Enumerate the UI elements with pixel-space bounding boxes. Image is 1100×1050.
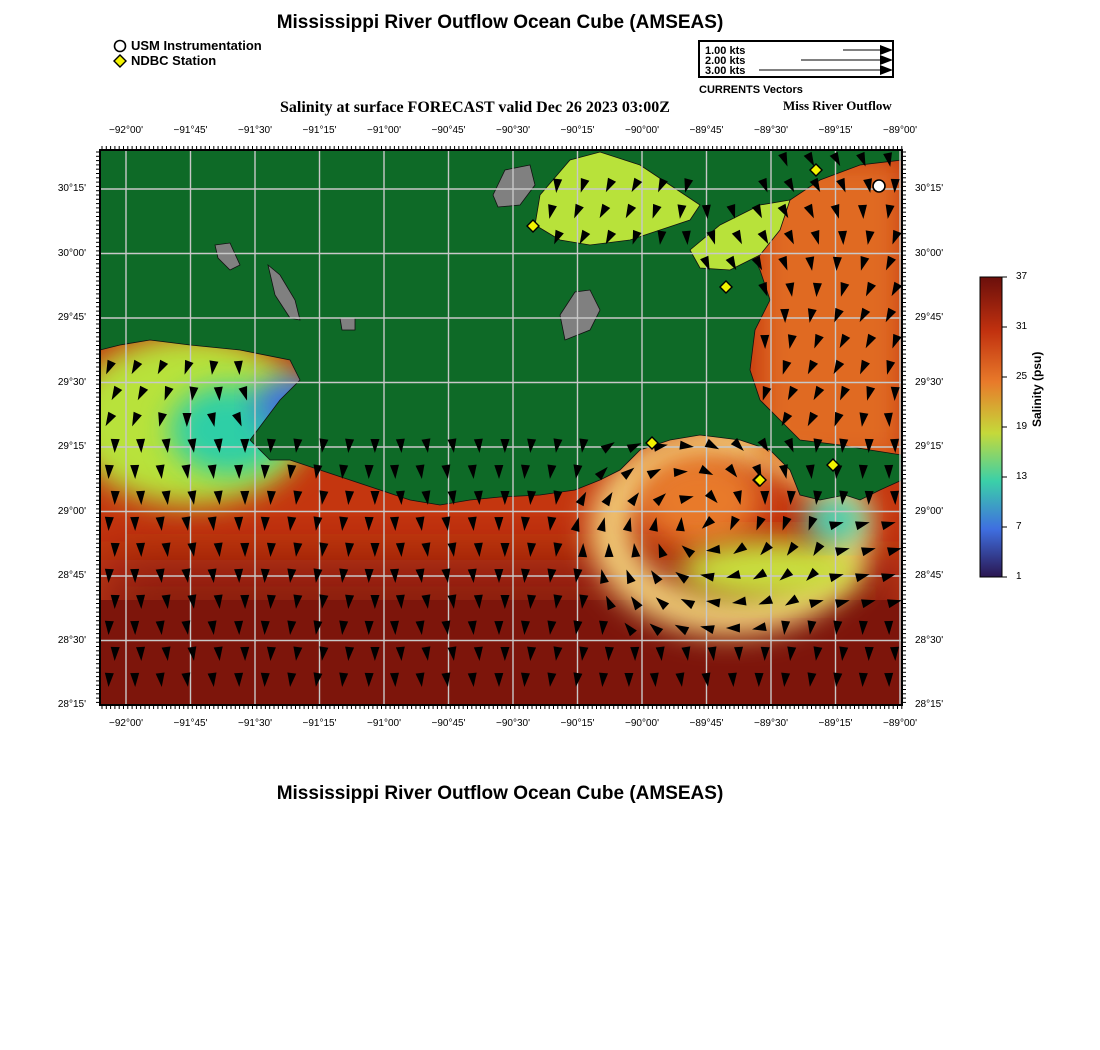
lat-tick-label: 29°00' [915,505,944,517]
lon-tick-label: −91°00' [367,125,401,136]
lon-tick-label: −89°45' [689,125,724,136]
lon-tick-label: −90°00' [625,718,659,729]
lon-tick-label: −90°45' [431,718,466,729]
lon-tick-label: −89°15' [818,125,853,136]
lat-tick-label: 29°30' [57,376,86,388]
colorbar-label: Salinity (psu) [1030,351,1044,427]
lon-tick-label: −89°00' [883,125,917,136]
lat-tick-label: 29°15' [57,441,86,452]
map-subtitle: Salinity at surface FORECAST valid Dec 26 2023 03:00Z [280,99,670,116]
legend-ndbc-label: NDBC Station [131,53,217,68]
lat-tick-label: 29°45' [915,312,944,323]
lon-tick-label: −90°30' [496,125,530,136]
lat-tick-label: 30°15' [57,183,86,194]
lat-tick-label: 30°15' [915,183,944,194]
lon-tick-label: −89°30' [754,718,788,729]
lat-tick-label: 29°15' [915,441,944,452]
lat-tick-label: 28°45' [57,570,86,581]
lon-tick-label: −91°15' [302,125,337,136]
lon-tick-label: −89°00' [883,718,917,729]
lon-tick-label: −91°00' [367,718,401,729]
vector-scale-1: 1.00 kts [705,45,746,57]
figure-title-repeat: Mississippi River Outflow Ocean Cube (AMSEAS) [276,783,724,804]
lon-tick-label: −90°15' [560,125,595,136]
colorbar-tick-label: 31 [1016,321,1028,332]
lake-palourde [340,318,355,330]
lat-tick-label: 29°45' [57,312,86,323]
usm-station-marker[interactable] [873,180,885,192]
lon-tick-label: −90°30' [496,718,530,729]
lon-tick-label: −90°15' [560,718,595,729]
lon-tick-label: −89°45' [689,718,724,729]
vector-caption: CURRENTS Vectors [699,84,803,96]
lat-tick-label: 28°30' [57,634,86,646]
colorbar-tick-label: 1 [1016,571,1022,582]
lat-tick-label: 28°15' [915,699,944,710]
lon-tick-label: −91°45' [173,718,208,729]
lat-tick-label: 29°30' [915,376,944,388]
lon-tick-label: −91°30' [238,125,272,136]
lat-tick-label: 29°00' [57,505,86,517]
colorbar-tick-label: 19 [1016,421,1028,432]
salinity-colorbar [975,273,1015,583]
colorbar-tick-label: 25 [1016,371,1028,382]
lon-tick-label: −90°00' [625,125,659,136]
lon-tick-label: −90°45' [431,125,466,136]
lat-tick-label: 28°45' [915,570,944,581]
colorbar-tick-label: 13 [1016,471,1028,482]
lat-tick-label: 28°15' [57,699,86,710]
vector-scale-2: 2.00 kts [705,55,746,67]
lat-tick-label: 30°00' [57,247,86,259]
lon-tick-label: −91°15' [302,718,337,729]
lon-tick-label: −92°00' [109,718,143,729]
colorbar-tick-label: 37 [1016,271,1028,282]
lat-tick-label: 28°30' [915,634,944,646]
lon-tick-label: −91°30' [238,718,272,729]
legend-usm-label: USM Instrumentation [131,38,262,53]
colorbar-tick-label: 7 [1016,521,1022,532]
lon-tick-label: −89°30' [754,125,788,136]
lat-tick-label: 30°00' [915,247,944,259]
figure-title: Mississippi River Outflow Ocean Cube (AMSEAS) [276,12,724,33]
lon-tick-label: −89°15' [818,718,853,729]
lon-tick-label: −92°00' [109,125,143,136]
lon-tick-label: −91°45' [173,125,208,136]
region-label: Miss River Outflow [783,98,892,113]
vector-scale-3: 3.00 kts [705,65,746,77]
